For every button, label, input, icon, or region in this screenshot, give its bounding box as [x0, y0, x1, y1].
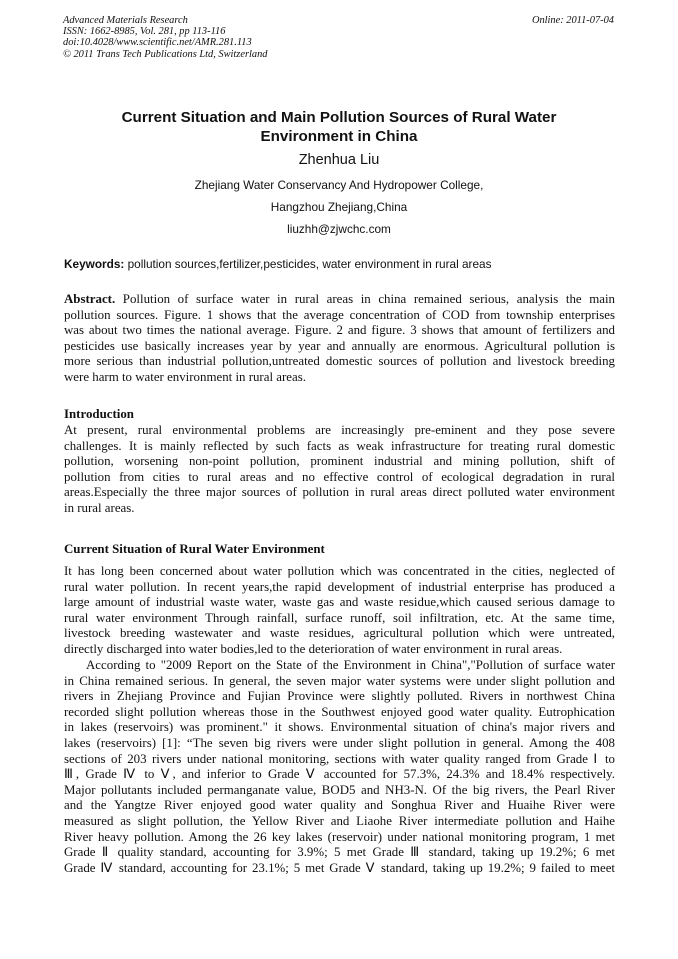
paper-title [60, 108, 618, 146]
keywords-label: Keywords: [64, 257, 125, 271]
introduction-heading: Introduction [64, 407, 134, 421]
para-line: Grade Ⅱ quality standard, accounting for 3.9%; 5 met Grade Ⅲ standard, taking up 19.2%; 6 met [64, 845, 615, 860]
author-email: liuzhh@zjwchc.com [287, 222, 391, 236]
intro-line: in rural areas. [64, 500, 135, 515]
current-situation-heading: Current Situation of Rural Water Environment [64, 542, 325, 556]
para-line: in lakes (reservoirs) was prominent." it shows. Environmental situation of china's major rivers and [64, 720, 615, 735]
current-situation-para-1 [64, 564, 615, 658]
para-line: River heavy pollution. Among the 26 key lakes (reservoir) under national monitoring program, 1 met [64, 829, 615, 844]
para-line: Ⅲ, Grade Ⅳ to Ⅴ, and inferior to Grade Ⅴ accounted for 57.3%, 24.3% and 18.4% respectively. [64, 767, 615, 782]
current-situation-para-2 [64, 658, 615, 876]
intro-line: At present, rural environmental problems are increasingly pre-eminent and they pose severe [64, 423, 615, 437]
title-line-1: Current Situation and Main Pollution Sources of Rural Water [121, 109, 557, 126]
abstract-line: more serious than industrial pollution,untreated domestic sources of pollution and livestock breeding [64, 354, 615, 369]
journal-doi: doi:10.4028/www.scientific.net/AMR.281.113 [63, 37, 252, 49]
para-line: large amount of industrial waste water, waste gas and waste residue,which caused serious damage to [64, 595, 615, 610]
para-line: rural water environment Through rainfall, surface runoff, soil infiltration, etc. At the same time, [64, 610, 615, 625]
para-line: rural water pollution. In recent years,the rapid development of industrial enterprise has produced a [64, 579, 615, 594]
journal-issn: ISSN: 1662-8985, Vol. 281, pp 113-116 [63, 26, 226, 38]
abstract-line: were harm to water environment in rural areas. [64, 369, 306, 384]
para-line: lakes (reservoirs) [1]: “The seven big rivers were under slight pollution in general. Among the 408 [64, 735, 615, 750]
intro-line: challenges. It is mainly reflected by such facts as weak infrastructure for treating rural domestic [64, 438, 615, 453]
abstract-line: Pollution of surface water in rural areas in china remained serious, analysis the main [115, 292, 615, 306]
abstract-label: Abstract. [64, 292, 116, 306]
para-line: Major pollutants included permanganate value, BOD5 and NH3-N. Of the big rivers, the Pearl River [64, 782, 615, 797]
para-line: Grade Ⅳ standard, accounting for 23.1%; 5 met Grade Ⅴ standard, taking up 19.2%; 9 failed to meet [64, 860, 615, 875]
intro-line: pollution, worsening non-point pollution, prominent industrial and mining pollution, shift of [64, 454, 615, 469]
affiliation-line-2: Hangzhou Zhejiang,China [270, 200, 408, 214]
abstract [64, 292, 615, 386]
para-line: rivers in Zhejiang Province and Fujian Province were slightly polluted. Rivers in northwest China [64, 689, 615, 704]
para-line: measured as slight pollution, the Yellow River and Liaohe River intermediate pollution and Haihe [64, 813, 615, 828]
intro-line: pollution from cities to rural areas and no effective control of ecological degradation in rural [64, 469, 615, 484]
para-line: and the Yangtze River enjoyed good water quality and Songhua River and Huaihe River were [64, 798, 615, 813]
para-line: in China remained serious. In general, the seven major water systems were under slight pollution and [64, 673, 615, 688]
para-line: sections of 203 rivers under national monitoring, sections with water quality ranged from Grade Ⅰ to [64, 751, 615, 766]
intro-line: areas.Especially the three major sources of pollution in rural areas direct polluted water environment [64, 485, 615, 500]
author-name: Zhenhua Liu [298, 152, 380, 168]
abstract-line: was about two times the national average. Figure. 2 and figure. 3 shows that amount of fertilizers and [64, 323, 615, 338]
para-line: livestock breeding wastewater and waste residues, agricultural pollution which were untreated, [64, 626, 615, 641]
introduction-body [64, 423, 615, 517]
journal-copyright: © 2011 Trans Tech Publications Ltd, Switzerland [63, 48, 268, 60]
para-line: It has long been concerned about water pollution which was concentrated in the cities, neglected of [64, 564, 615, 578]
keywords-text: pollution sources,fertilizer,pesticides, water environment in rural areas [124, 257, 492, 271]
keywords [64, 257, 616, 271]
journal-header [63, 15, 614, 60]
para-line: directly discharged into water bodies,led to the deterioration of water environment in rural areas. [64, 641, 563, 656]
title-line-2: Environment in China [260, 128, 418, 145]
journal-name: Advanced Materials Research [63, 15, 188, 26]
abstract-line: pollution sources. Figure. 1 shows that the average concentration of COD from township enterprises [64, 307, 615, 322]
online-date: Online: 2011-07-04 [531, 15, 614, 26]
para-line: According to "2009 Report on the State of the Environment in China","Pollution of surface water [86, 658, 615, 672]
abstract-line: pesticides use basically increases year by year and annually are enormous. Agricultural pollution is [64, 338, 615, 353]
affiliation-line-1: Zhejiang Water Conservancy And Hydropower College, [194, 178, 484, 192]
para-line: recorded slight pollution whereas those in the Southwest enjoyed good water quality. Eutrophication [64, 704, 615, 719]
